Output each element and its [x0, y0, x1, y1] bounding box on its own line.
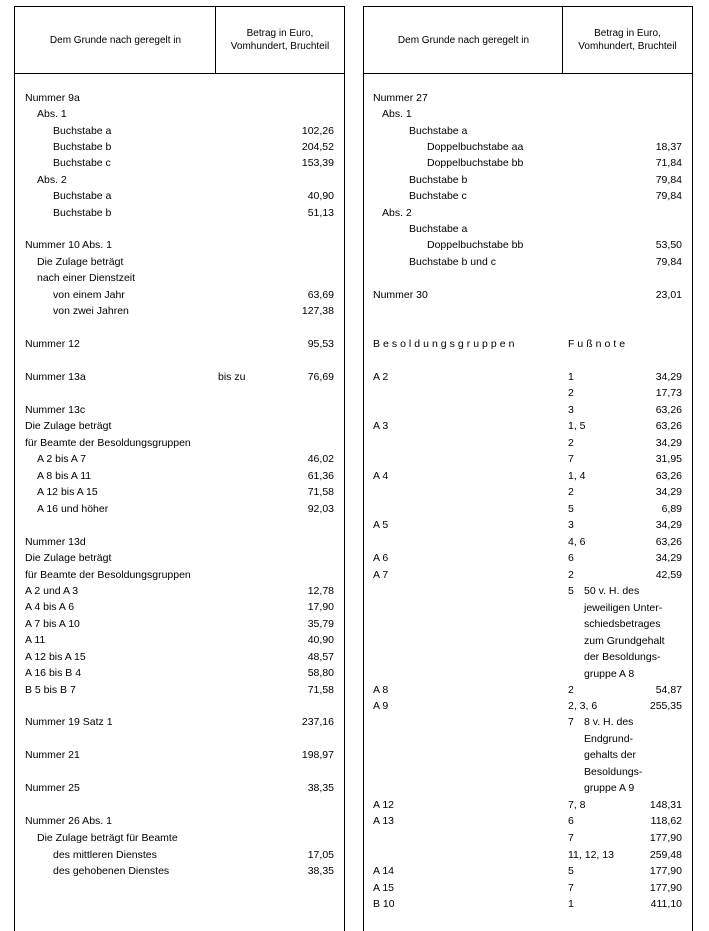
row-value: 71,84	[655, 157, 682, 169]
table-row	[364, 287, 692, 303]
header-amount-cell	[562, 7, 692, 73]
row-label: Nummer 27	[373, 92, 428, 104]
table-row	[364, 402, 692, 418]
row-footnote: 5	[568, 585, 574, 597]
table-row	[364, 205, 692, 221]
header-amount-label	[578, 27, 676, 53]
row-label: von einem Jahr	[53, 289, 125, 301]
header-amount-line2: Vomhundert, Bruchteil	[578, 41, 677, 52]
row-footnote: 5	[568, 503, 574, 515]
row-footnote: 11, 12, 13	[568, 849, 614, 861]
row-label: des gehobenen Dienstes	[53, 865, 170, 877]
header-amount-line1: Betrag in Euro,	[594, 28, 661, 39]
row-label: Buchstabe c	[409, 190, 467, 202]
row-value: 63,26	[655, 420, 682, 432]
table-row	[15, 435, 344, 451]
row-value: 18,37	[655, 141, 682, 153]
row-label: Abs. 1	[382, 108, 412, 120]
row-value: 95,53	[307, 338, 334, 350]
table-row	[15, 451, 344, 467]
left-table	[14, 6, 345, 931]
row-label: Die Zulage beträgt	[25, 420, 112, 432]
table-row	[364, 880, 692, 896]
header-basis-cell	[364, 7, 563, 73]
table-row	[364, 583, 692, 599]
row-label: Nummer 30	[373, 289, 428, 301]
table-row	[364, 813, 692, 829]
row-value: 148,31	[649, 799, 682, 811]
table-row	[364, 468, 692, 484]
row-value: 79,84	[655, 190, 682, 202]
table-row	[15, 270, 344, 286]
row-value: 153,39	[301, 157, 334, 169]
row-value: 34,29	[655, 552, 682, 564]
footnote-text-line: gehalts der	[584, 749, 636, 761]
row-label: für Beamte der Besoldungsgruppen	[25, 437, 191, 449]
row-label: Doppelbuchstabe bb	[427, 157, 524, 169]
row-value: 76,69	[307, 371, 334, 383]
row-label: Buchstabe b und c	[409, 256, 496, 268]
row-value: 51,13	[307, 207, 334, 219]
table-row	[364, 714, 692, 730]
table-row	[364, 254, 692, 270]
table-row	[15, 830, 344, 846]
header-amount-label	[231, 27, 329, 53]
table-row	[364, 155, 692, 171]
row-label: Nummer 10 Abs. 1	[25, 239, 112, 251]
table-row	[15, 336, 344, 352]
row-value: 177,90	[649, 832, 682, 844]
row-value: 23,01	[655, 289, 682, 301]
table-row	[364, 90, 692, 106]
row-value: 34,29	[655, 486, 682, 498]
table-row	[15, 369, 344, 385]
row-label: Nummer 25	[25, 782, 80, 794]
row-value: 118,62	[650, 815, 682, 827]
row-value: 40,90	[307, 190, 334, 202]
row-value: 63,26	[655, 470, 682, 482]
row-label: Nummer 21	[25, 749, 80, 761]
left-table-header	[15, 7, 344, 74]
row-value: 177,90	[649, 882, 682, 894]
row-footnote: bis zu	[218, 371, 246, 383]
row-footnote: 1	[568, 898, 574, 910]
row-label: Nummer 19 Satz 1	[25, 716, 113, 728]
header-amount-line2: Vomhundert, Bruchteil	[230, 41, 330, 52]
table-row	[15, 616, 344, 632]
row-label: Buchstabe a	[409, 223, 468, 235]
row-label: A 16 bis B 4	[25, 667, 82, 679]
row-footnote: 7, 8	[568, 799, 586, 811]
row-label: Nummer 12	[25, 338, 80, 350]
table-row	[364, 139, 692, 155]
section-heading-footnote: Fußnote	[568, 338, 629, 350]
header-basis-label: Dem Grunde nach geregelt in	[49, 34, 182, 46]
row-label: Buchstabe b	[409, 174, 468, 186]
row-value: 17,73	[655, 387, 682, 399]
table-row	[15, 254, 344, 270]
footnote-text-line: Besoldungs-	[584, 765, 643, 778]
row-value: 102,26	[301, 125, 334, 137]
table-row	[15, 155, 344, 171]
row-footnote: 7	[568, 453, 574, 465]
row-value: 35,79	[307, 618, 334, 630]
row-value: 198,97	[301, 749, 334, 761]
row-label: Nummer 13d	[25, 536, 86, 548]
row-value: 34,29	[655, 519, 682, 531]
table-row	[15, 237, 344, 253]
table-row	[364, 682, 692, 698]
row-label: Buchstabe b	[53, 141, 112, 153]
row-label: Abs. 2	[382, 207, 412, 219]
right-table-header	[364, 7, 692, 74]
row-label: A 8	[373, 684, 389, 696]
row-value: 17,05	[307, 849, 334, 861]
row-value: 79,84	[655, 256, 682, 268]
table-row	[364, 237, 692, 253]
row-label: A 15	[373, 882, 395, 894]
row-label: A 12 bis A 15	[37, 486, 98, 498]
header-amount-cell	[215, 7, 344, 73]
row-footnote: 6	[568, 552, 574, 564]
row-label: A 12 bis A 15	[25, 651, 86, 663]
row-footnote: 3	[568, 404, 574, 416]
row-label: Buchstabe a	[53, 125, 112, 137]
header-basis-cell	[15, 7, 216, 73]
row-value: 34,29	[655, 437, 682, 449]
row-value: 71,58	[307, 486, 334, 498]
footnote-text-line: 50 v. H. des	[584, 585, 640, 597]
table-row	[364, 451, 692, 467]
row-label: Buchstabe a	[53, 190, 112, 202]
table-row	[15, 665, 344, 681]
footnote-text-line: gruppe A 9	[584, 782, 635, 794]
row-label: A 2 bis A 7	[37, 453, 87, 465]
table-row	[15, 303, 344, 319]
row-label: Nummer 13c	[25, 404, 86, 416]
table-row	[15, 550, 344, 566]
row-value: 48,57	[307, 651, 334, 663]
row-label: A 9	[373, 700, 389, 712]
table-row	[364, 501, 692, 517]
table-row	[364, 172, 692, 188]
header-amount-line1: Betrag in Euro,	[246, 28, 314, 39]
row-value: 63,26	[655, 536, 682, 548]
row-label: A 8 bis A 11	[37, 470, 92, 482]
row-value: 237,16	[301, 716, 334, 728]
footnote-text-line: zum Grundgehalt	[584, 634, 665, 647]
row-footnote: 7	[568, 832, 574, 844]
row-value: 38,35	[307, 782, 334, 794]
row-label: B 5 bis B 7	[25, 684, 76, 696]
row-label: Buchstabe c	[53, 157, 111, 169]
row-label: Nummer 9a	[25, 92, 80, 104]
row-label: Abs. 2	[37, 174, 67, 186]
table-row	[364, 123, 692, 139]
row-value: 259,48	[649, 849, 682, 861]
row-label: A 7 bis A 10	[25, 618, 80, 630]
table-row	[15, 106, 344, 122]
row-label: Buchstabe a	[409, 125, 468, 137]
row-footnote: 6	[568, 815, 574, 827]
row-footnote: 1	[568, 371, 574, 383]
row-label: Doppelbuchstabe aa	[427, 141, 524, 153]
table-row	[364, 517, 692, 533]
row-footnote: 2	[568, 437, 574, 449]
row-label: Doppelbuchstabe bb	[427, 239, 524, 251]
row-footnote: 1, 5	[568, 420, 586, 432]
row-label: Die Zulage beträgt	[25, 552, 112, 564]
table-row	[364, 797, 692, 813]
row-label: A 7	[373, 569, 389, 581]
row-value: 54,87	[655, 684, 682, 696]
row-label: A 3	[373, 420, 389, 432]
row-label: für Beamte der Besoldungsgruppen	[25, 569, 191, 581]
row-value: 42,59	[655, 569, 682, 581]
footnote-text-line: der Besoldungs-	[584, 651, 661, 663]
row-value: 53,50	[655, 239, 682, 251]
row-footnote: 7	[568, 882, 574, 894]
table-row	[15, 747, 344, 763]
table-row	[15, 813, 344, 829]
row-value: 127,38	[301, 305, 334, 317]
table-row	[15, 847, 344, 863]
row-label: A 12	[373, 799, 395, 811]
row-footnote: 2	[568, 684, 574, 696]
row-label: Abs. 1	[37, 108, 67, 120]
row-value: 61,36	[307, 470, 334, 482]
row-label: A 2	[373, 371, 389, 383]
row-label: von zwei Jahren	[53, 305, 129, 317]
footnote-text-line: 8 v. H. des	[584, 716, 634, 728]
header-basis-label: Dem Grunde nach geregelt in	[397, 34, 530, 46]
row-footnote: 2	[568, 569, 574, 581]
table-row	[364, 534, 692, 550]
table-row	[15, 484, 344, 500]
row-value: 12,78	[307, 585, 334, 597]
right-table	[363, 6, 693, 931]
table-row	[364, 385, 692, 401]
row-footnote: 5	[568, 865, 574, 877]
table-row	[364, 896, 692, 912]
row-value: 79,84	[655, 174, 682, 186]
row-value: 31,95	[655, 453, 682, 465]
row-value: 92,03	[307, 503, 334, 515]
table-row	[15, 714, 344, 730]
row-label: nach einer Dienstzeit	[37, 272, 136, 284]
row-label: A 5	[373, 519, 389, 531]
table-row	[364, 550, 692, 566]
table-row	[15, 402, 344, 418]
row-label: B 10	[373, 898, 395, 910]
table-row	[15, 139, 344, 155]
table-row	[364, 863, 692, 879]
row-footnote: 7	[568, 716, 574, 728]
table-row	[364, 847, 692, 863]
table-row	[15, 632, 344, 648]
row-label: A 4 bis A 6	[25, 601, 75, 613]
footnote-text-line: Endgrund-	[584, 732, 634, 745]
row-label: Nummer 13a	[25, 371, 86, 383]
row-label: Die Zulage beträgt	[37, 256, 124, 268]
table-row	[15, 123, 344, 139]
table-row	[15, 649, 344, 665]
row-label: A 14	[373, 865, 395, 877]
table-row	[364, 221, 692, 237]
table-row	[15, 599, 344, 615]
table-row	[15, 682, 344, 698]
table-row	[15, 90, 344, 106]
row-footnote: 1, 4	[568, 470, 586, 482]
row-value: 63,26	[655, 404, 682, 416]
table-row	[15, 534, 344, 550]
table-row	[364, 484, 692, 500]
table-row	[364, 435, 692, 451]
row-value: 63,69	[307, 289, 334, 301]
row-value: 177,90	[649, 865, 682, 877]
table-row	[15, 172, 344, 188]
row-value: 40,90	[307, 634, 334, 646]
table-row	[15, 583, 344, 599]
row-label: A 2 und A 3	[25, 585, 79, 597]
table-row	[15, 287, 344, 303]
table-row	[364, 106, 692, 122]
row-label: A 4	[373, 470, 389, 482]
row-label: A 16 und höher	[37, 503, 109, 515]
table-row	[364, 188, 692, 204]
table-row	[15, 188, 344, 204]
row-value: 38,35	[307, 865, 334, 877]
table-row	[364, 369, 692, 385]
row-value: 255,35	[649, 700, 682, 712]
row-value: 58,80	[307, 667, 334, 679]
footnote-text-line: jeweiligen Unter-	[584, 601, 663, 614]
row-label: Die Zulage beträgt für Beamte	[37, 832, 178, 844]
table-row	[15, 468, 344, 484]
table-row	[15, 780, 344, 796]
table-row	[15, 567, 344, 583]
row-footnote: 3	[568, 519, 574, 531]
table-row	[364, 830, 692, 846]
section-heading-row	[364, 336, 692, 352]
row-value: 46,02	[307, 453, 334, 465]
footnote-text-line: schiedsbetrages	[584, 618, 661, 630]
section-heading-grades: Besoldungsgruppen	[373, 338, 518, 350]
row-value: 411,10	[650, 898, 682, 910]
table-row	[15, 418, 344, 434]
footnote-text-line: gruppe A 8	[584, 667, 635, 680]
row-value: 71,58	[307, 684, 334, 696]
row-label: A 11	[25, 634, 46, 646]
row-value: 6,89	[661, 503, 682, 515]
table-row	[15, 863, 344, 879]
row-label: des mittleren Dienstes	[53, 849, 157, 861]
table-row	[364, 698, 692, 714]
row-footnote: 4, 6	[568, 536, 586, 548]
row-label: Buchstabe b	[53, 207, 112, 219]
row-footnote: 2	[568, 387, 574, 399]
row-value: 17,90	[307, 601, 334, 613]
row-label: Nummer 26 Abs. 1	[25, 815, 112, 827]
table-row	[15, 501, 344, 517]
table-row	[364, 418, 692, 434]
row-label: A 13	[373, 815, 395, 827]
row-footnote: 2, 3, 6	[568, 700, 598, 712]
row-value: 204,52	[301, 141, 334, 153]
row-label: A 6	[373, 552, 389, 564]
table-row	[15, 205, 344, 221]
row-footnote: 2	[568, 486, 574, 498]
table-row	[364, 567, 692, 583]
row-value: 34,29	[655, 371, 682, 383]
